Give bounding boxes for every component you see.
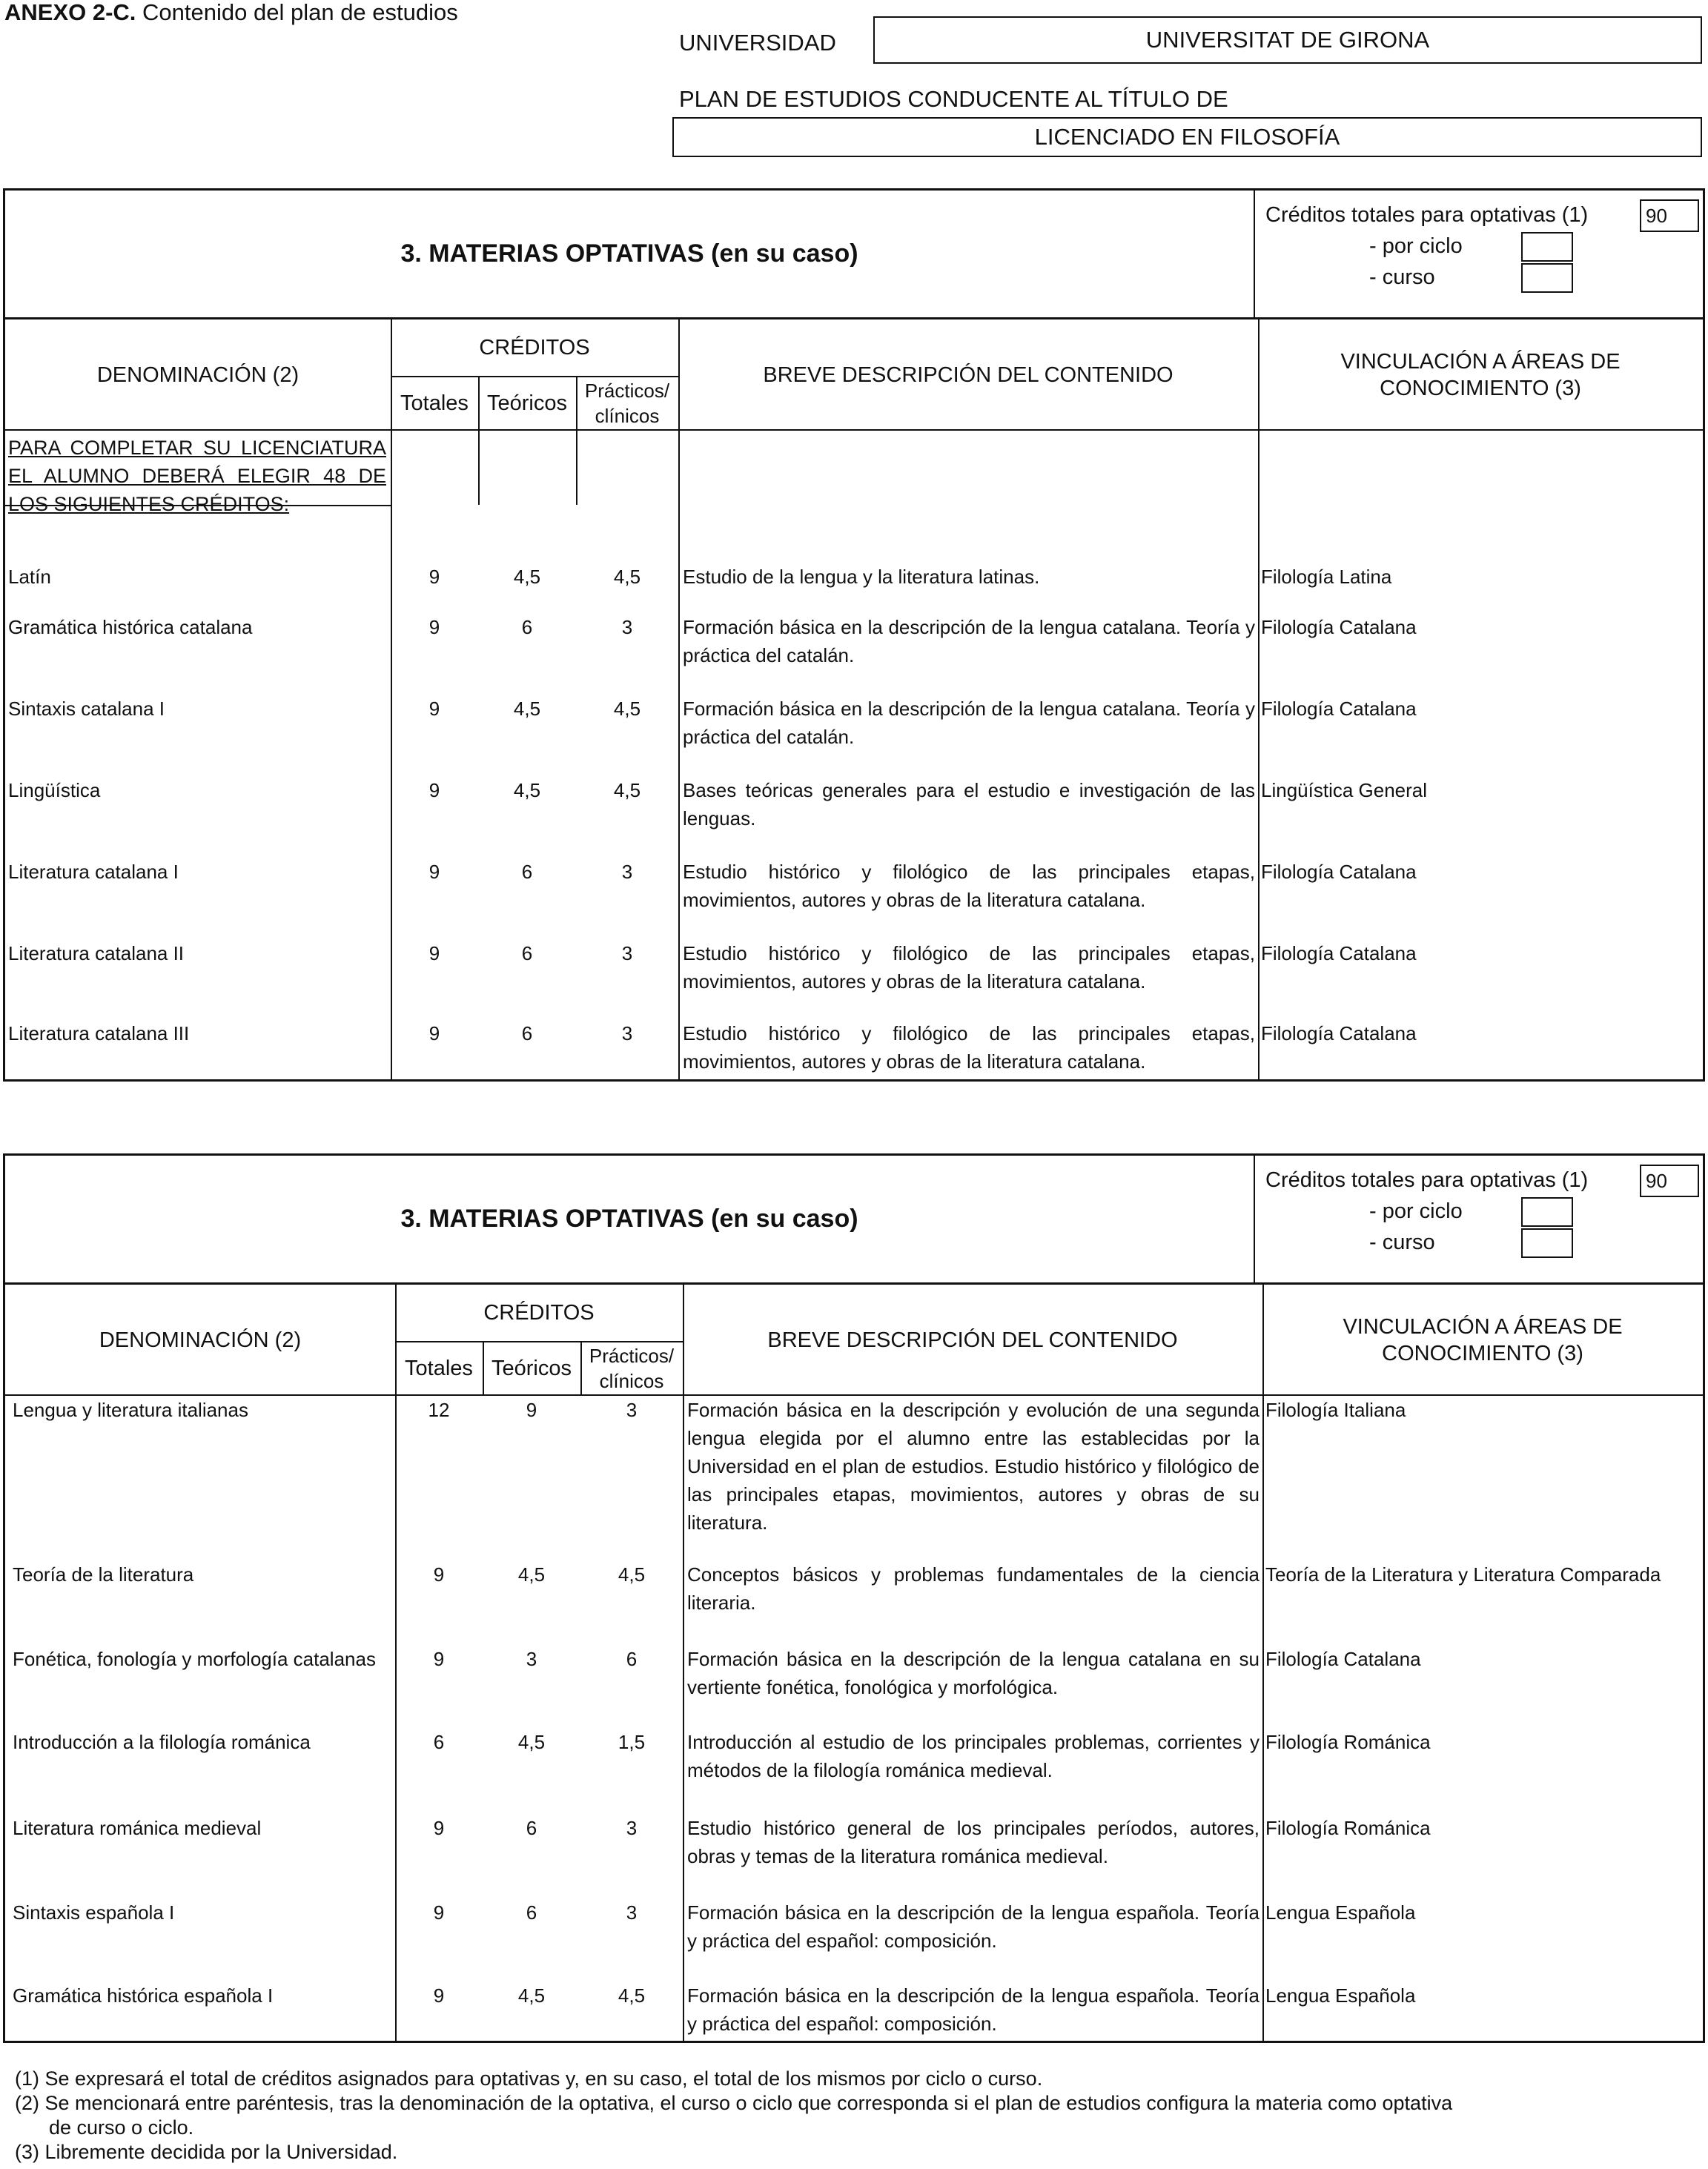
col-name-header: DENOMINACIÓN (2) (96, 363, 299, 387)
credits-theory: 9 (526, 1399, 537, 1421)
credits-theory: 4,5 (513, 779, 541, 801)
footnote-1: (1) Se expresará el total de créditos asignados para optativas y, en su caso, el total de los mismos por ciclo o curso. (15, 2067, 1043, 2090)
credits-practice: 4,5 (613, 698, 641, 720)
knowledge-area: Filología Latina (1261, 566, 1392, 588)
credits-practice: 4,5 (618, 1984, 646, 2007)
subject-description: Bases teóricas generales para el estudio e investigación de las lenguas. (683, 779, 1255, 829)
university-label: UNIVERSIDAD (679, 30, 836, 56)
credits-total-value: 90 (1640, 1165, 1699, 1197)
knowledge-area: Filología Catalana (1261, 616, 1417, 638)
credits-total: 9 (428, 779, 440, 801)
section-title: 3. MATERIAS OPTATIVAS (en su caso) (5, 191, 1255, 317)
subject-description: Conceptos básicos y problemas fundamentales de la ciencia literaria. (687, 1563, 1260, 1614)
section-header (5, 1156, 1703, 1285)
credits-total: 9 (428, 698, 440, 720)
credits-total: 9 (433, 1563, 445, 1586)
subject-description: Formación básica en la descripción de la lengua española. Teoría y práctica del español: composición. (687, 1901, 1260, 1952)
subject-name: Lingüística (8, 779, 101, 801)
subject-description: Formación básica en la descripción de la lengua catalana en su vertiente fonética, fonológica y morfológica. (687, 1648, 1260, 1698)
subject-name: Lengua y literatura italianas (13, 1399, 248, 1421)
credits-practice: 4,5 (613, 566, 641, 588)
credits-total-label: Créditos totales para optativas (1) (1265, 1168, 1589, 1192)
knowledge-area: Lingüística General (1261, 779, 1428, 801)
credits-total: 12 (428, 1399, 450, 1421)
subject-description: Formación básica en la descripción de la lengua catalana. Teoría y práctica del catalán. (683, 616, 1255, 666)
col-practice-header: Prácticos/ clínicos (584, 380, 670, 427)
credits-theory: 4,5 (513, 566, 541, 588)
credits-practice: 3 (621, 861, 633, 883)
knowledge-area: Filología Italiana (1265, 1399, 1406, 1421)
credits-practice: 3 (621, 1022, 633, 1044)
subject-name: Gramática histórica española I (13, 1984, 274, 2007)
credits-total-label: Créditos totales para optativas (1) (1265, 203, 1589, 227)
credits-total: 9 (433, 1817, 445, 1839)
subject-name: Fonética, fonología y morfología catalanas (13, 1648, 376, 1670)
col-area-header: VINCULACIÓN A ÁREAS DE CONOCIMIENTO (3) (1343, 1315, 1623, 1365)
knowledge-area: Filología Catalana (1261, 1022, 1417, 1044)
subject-description: Estudio histórico y filológico de las principales etapas, movimientos, autores y obras de la literatura catalana. (683, 861, 1255, 911)
subject-description: Estudio histórico general de los principales períodos, autores, obras y temas de la literatura románica medieval. (687, 1817, 1260, 1867)
credits-summary (1265, 1165, 1703, 1258)
credits-practice: 6 (626, 1648, 638, 1670)
credits-total-value: 90 (1640, 199, 1699, 232)
credits-theory: 6 (521, 1022, 533, 1044)
subject-name: Sintaxis catalana I (8, 698, 165, 720)
per-course-label: - curso (1369, 265, 1435, 289)
subject-description: Formación básica en la descripción de la lengua española. Teoría y práctica del español: composición. (687, 1984, 1260, 2035)
col-theory-header: Teóricos (491, 1357, 572, 1380)
knowledge-area: Filología Catalana (1265, 1648, 1421, 1670)
credits-theory: 6 (521, 616, 533, 638)
knowledge-area: Filología Catalana (1261, 861, 1417, 883)
per-cycle-box (1521, 1197, 1573, 1227)
credits-practice: 3 (621, 942, 633, 964)
subject-description: Estudio de la lengua y la literatura latinas. (683, 566, 1040, 588)
credits-total: 9 (428, 861, 440, 883)
per-cycle-box (1521, 232, 1573, 262)
credits-total: 9 (433, 1984, 445, 2007)
credits-practice: 3 (626, 1399, 638, 1421)
knowledge-area: Filología Románica (1265, 1731, 1431, 1753)
credits-theory: 6 (521, 942, 533, 964)
per-cycle-label: - por ciclo (1369, 1199, 1463, 1223)
col-credits-header: CRÉDITOS (483, 1301, 595, 1325)
column-headers (5, 1285, 1703, 1396)
col-credits-header: CRÉDITOS (479, 336, 590, 360)
subject-name: Literatura románica medieval (13, 1817, 262, 1839)
credits-practice: 3 (626, 1817, 638, 1839)
col-name-header: DENOMINACIÓN (2) (99, 1328, 302, 1352)
optional-subjects-table-2 (3, 1153, 1705, 2043)
plan-label: PLAN DE ESTUDIOS CONDUCENTE AL TÍTULO DE (679, 86, 1228, 112)
credits-practice: 3 (626, 1901, 638, 1924)
col-practice-header: Prácticos/ clínicos (589, 1345, 675, 1392)
credits-theory: 4,5 (517, 1563, 546, 1586)
credits-theory: 6 (526, 1901, 537, 1924)
subject-name: Literatura catalana I (8, 861, 179, 883)
degree-value: LICENCIADO EN FILOSOFÍA (672, 117, 1702, 157)
knowledge-area: Teoría de la Literatura y Literatura Comparada (1265, 1563, 1661, 1586)
footnote-3: (3) Libremente decidida por la Universidad. (15, 2141, 398, 2163)
university-value: UNIVERSITAT DE GIRONA (873, 16, 1702, 64)
subject-description: Formación básica en la descripción y evolución de una segunda lengua elegida por el alumno entre las establecidas por la Universidad en el plan de estudios. Estudio histórico y filológico de las principales etapas, movimientos, autores y obras de su literatura. (687, 1399, 1260, 1534)
credits-total: 9 (433, 1901, 445, 1924)
subject-name: Literatura catalana III (8, 1022, 190, 1044)
credits-theory: 4,5 (513, 698, 541, 720)
col-description-header: BREVE DESCRIPCIÓN DEL CONTENIDO (763, 363, 1174, 387)
subject-description: Estudio histórico y filológico de las principales etapas, movimientos, autores y obras de la literatura catalana. (683, 1022, 1255, 1073)
credits-theory: 6 (521, 861, 533, 883)
knowledge-area: Filología Románica (1265, 1817, 1431, 1839)
knowledge-area: Filología Catalana (1261, 698, 1417, 720)
credits-practice: 3 (621, 616, 633, 638)
subject-description: Formación básica en la descripción de la lengua catalana. Teoría y práctica del catalán. (683, 698, 1255, 748)
subject-name: Latín (8, 566, 51, 588)
per-cycle-label: - por ciclo (1369, 234, 1463, 258)
knowledge-area: Lengua Española (1265, 1901, 1416, 1924)
credits-theory: 4,5 (517, 1731, 546, 1753)
subject-description: Estudio histórico y filológico de las principales etapas, movimientos, autores y obras de la literatura catalana. (683, 942, 1255, 993)
credits-total: 9 (428, 1022, 440, 1044)
credits-total: 9 (428, 566, 440, 588)
footnote-2: (2) Se mencionará entre paréntesis, tras la denominación de la optativa, el curso o ciclo que corresponda si el plan de estudios configura la materia como optativa (15, 2092, 1453, 2114)
subject-name: Introducción a la filología románica (13, 1731, 311, 1753)
credits-theory: 6 (526, 1817, 537, 1839)
credits-theory: 4,5 (517, 1984, 546, 2007)
credits-practice: 4,5 (613, 779, 641, 801)
credits-total: 9 (433, 1648, 445, 1670)
subject-description: Introducción al estudio de los principales problemas, corrientes y métodos de la filología románica medieval. (687, 1731, 1260, 1781)
column-headers (5, 319, 1703, 431)
per-course-box (1521, 263, 1573, 293)
col-total-header: Totales (405, 1357, 473, 1380)
intro-text: PARA COMPLETAR SU LICENCIATURA EL ALUMNO DEBERÁ ELEGIR 48 DE LOS SIGUIENTES CRÉDITOS: (8, 437, 386, 515)
credits-summary (1265, 199, 1703, 293)
col-total-header: Totales (400, 391, 469, 415)
credits-theory: 3 (526, 1648, 537, 1670)
per-course-box (1521, 1228, 1573, 1258)
col-area-header: VINCULACIÓN A ÁREAS DE CONOCIMIENTO (3) (1340, 350, 1621, 400)
credits-total: 6 (433, 1731, 445, 1753)
annex-title: ANEXO 2-C. Contenido del plan de estudios (4, 0, 458, 25)
knowledge-area: Lengua Española (1265, 1984, 1416, 2007)
subject-name: Sintaxis española I (13, 1901, 175, 1924)
subject-name: Gramática histórica catalana (8, 616, 253, 638)
section-title: 3. MATERIAS OPTATIVAS (en su caso) (5, 1156, 1255, 1282)
col-description-header: BREVE DESCRIPCIÓN DEL CONTENIDO (767, 1328, 1178, 1352)
optional-subjects-table-1 (3, 188, 1705, 1082)
per-course-label: - curso (1369, 1231, 1435, 1254)
credits-practice: 4,5 (618, 1563, 646, 1586)
footnote-2-cont: de curso o ciclo. (49, 2116, 194, 2139)
section-header (5, 191, 1703, 319)
credits-practice: 1,5 (618, 1731, 646, 1753)
credits-total: 9 (428, 942, 440, 964)
credits-total: 9 (428, 616, 440, 638)
col-theory-header: Teóricos (487, 391, 567, 415)
subject-name: Literatura catalana II (8, 942, 185, 964)
subject-name: Teoría de la literatura (13, 1563, 194, 1586)
knowledge-area: Filología Catalana (1261, 942, 1417, 964)
